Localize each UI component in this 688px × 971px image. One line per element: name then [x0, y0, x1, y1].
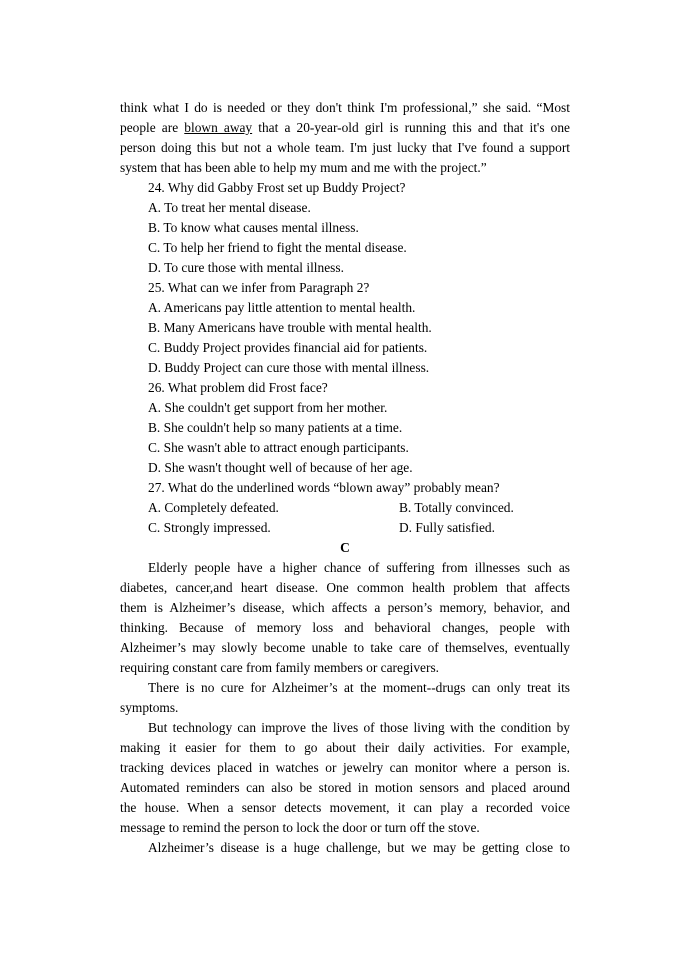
question-27-stem: 27. What do the underlined words “blown away” probably mean? [148, 480, 500, 495]
section-heading: C [340, 540, 350, 555]
passage-c-p3-line-1: But technology can improve the lives of those living with the condition by [148, 720, 570, 735]
question-27-option-c: C. Strongly impressed. [148, 520, 271, 535]
passage-c-p2-line-2: symptoms. [120, 700, 179, 715]
question-25-option-b: B. Many Americans have trouble with mental health. [148, 320, 432, 335]
question-24-option-c: C. To help her friend to fight the mental disease. [148, 240, 407, 255]
passage-c-p3-line-4: Automated reminders can also be stored in motion sensors and placed around [120, 780, 570, 795]
question-26-option-c: C. She wasn't able to attract enough participants. [148, 440, 409, 455]
passage-c-p1-line-1: Elderly people have a higher chance of suffering from illnesses such as [148, 560, 570, 575]
question-24-option-b: B. To know what causes mental illness. [148, 220, 359, 235]
question-24-option-d: D. To cure those with mental illness. [148, 260, 344, 275]
passage-c-p1-line-3: them is Alzheimer’s disease, which affects a person’s memory, behavior, and [120, 600, 570, 615]
passage-b-line-1: think what I do is needed or they don't think I'm professional,” she said. “Most [120, 100, 570, 115]
question-24-option-a: A. To treat her mental disease. [148, 200, 311, 215]
question-26-stem: 26. What problem did Frost face? [148, 380, 328, 395]
question-27-options-row-1 [120, 498, 570, 518]
passage-c-p3-line-6: message to remind the person to lock the door or turn off the stove. [120, 820, 480, 835]
passage-c-p1-line-4: thinking. Because of memory loss and behavioral changes, people with [120, 620, 570, 635]
text: people are [120, 120, 185, 135]
question-27-options-row-2 [120, 518, 570, 538]
question-26-option-a: A. She couldn't get support from her mother. [148, 400, 388, 415]
passage-c-p1-line-6: requiring constant care from family members or caregivers. [120, 660, 440, 675]
question-24-stem: 24. Why did Gabby Frost set up Buddy Project? [148, 180, 406, 195]
passage-b-line-3: person doing this but not a whole team. I'm just lucky that I've found a support [120, 140, 570, 155]
question-27-option-b: B. Totally convinced. [399, 500, 514, 515]
passage-c-p1-line-5: Alzheimer’s may slowly become unable to take care of themselves, eventually [120, 640, 570, 655]
underlined-phrase: blown away [184, 120, 253, 135]
question-26-option-d: D. She wasn't thought well of because of her age. [148, 460, 413, 475]
question-25-option-a: A. Americans pay little attention to mental health. [148, 300, 416, 315]
text: that a 20-year-old girl is running this and that it's one [252, 120, 570, 135]
question-26-option-b: B. She couldn't help so many patients at a time. [148, 420, 403, 435]
question-27-option-d: D. Fully satisfied. [399, 520, 495, 535]
question-25-stem: 25. What can we infer from Paragraph 2? [148, 280, 370, 295]
question-27-option-a: A. Completely defeated. [148, 500, 279, 515]
passage-b-line-2 [120, 118, 570, 138]
passage-b-line-4: system that has been able to help my mum and me with the project.” [120, 160, 487, 175]
passage-c-p2-line-1: There is no cure for Alzheimer’s at the moment--drugs can only treat its [148, 680, 570, 695]
passage-c-p3-line-3: tracking devices placed in watches or jewelry can monitor where a person is. [120, 760, 570, 775]
passage-c-p3-line-2: making it easier for them to go about their daily activities. For example, [120, 740, 570, 755]
question-25-option-c: C. Buddy Project provides financial aid for patients. [148, 340, 428, 355]
passage-c-p4-line-1: Alzheimer’s disease is a huge challenge, but we may be getting close to [148, 840, 570, 855]
question-25-option-d: D. Buddy Project can cure those with mental illness. [148, 360, 430, 375]
passage-c-p3-line-5: the house. When a sensor detects movement, it can play a recorded voice [120, 800, 570, 815]
passage-c-p1-line-2: diabetes, cancer,and heart disease. One common health problem that affects [120, 580, 570, 595]
page-content [120, 98, 570, 858]
